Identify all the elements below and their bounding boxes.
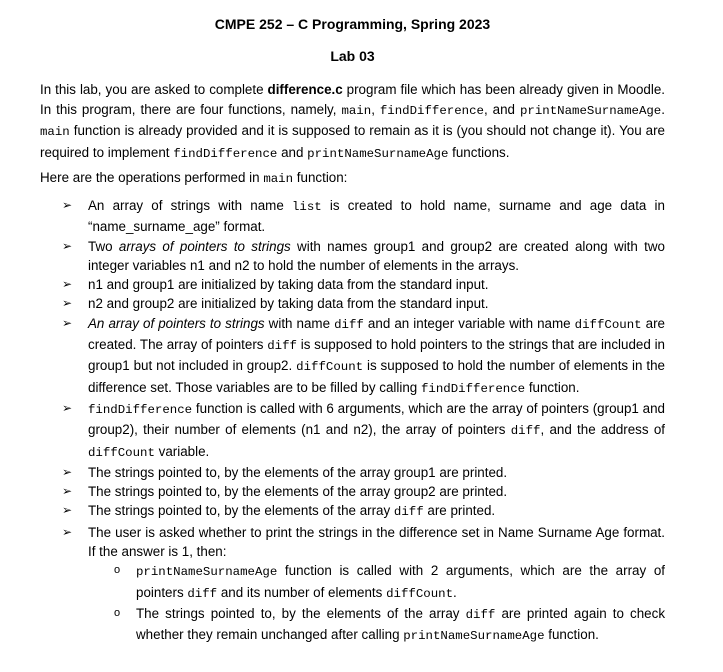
sub-list [88, 561, 665, 646]
text: function is already provided and it is supposed to remain as it is (you should not change it). You are required to implement [40, 123, 665, 160]
text: function. [525, 379, 580, 395]
text: An array of strings with name [88, 198, 292, 213]
sub-list-item [88, 561, 665, 604]
text: The strings pointed to, by the elements of the array group1 are printed. [88, 464, 508, 480]
text: The user is asked whether to print the strings in the difference set in Name Surname Age format. If the answer is 1, then: [88, 524, 665, 560]
code: findDifference [88, 402, 193, 417]
arrow-bullet-icon: ➢ [62, 524, 73, 539]
code: diff [465, 607, 496, 622]
arrow-bullet-icon: ➢ [62, 296, 73, 311]
intro-paragraph [40, 80, 665, 164]
text: n1 and group1 are initialized by taking data from the standard input. [88, 277, 489, 293]
code: findDifference [420, 381, 526, 396]
circle-bullet-icon: o [114, 564, 121, 577]
code: diff [187, 586, 218, 601]
code: list [291, 200, 322, 214]
code: diffCount [88, 445, 155, 460]
list-item [40, 275, 665, 294]
list-item [40, 314, 665, 399]
sub-list-item [88, 604, 665, 647]
text: n2 and group2 are initialized by taking data from the standard input. [88, 296, 489, 312]
list-item [40, 294, 665, 313]
text: functions. [448, 144, 510, 160]
list-item [40, 482, 665, 501]
code-find: findDifference [379, 103, 484, 118]
operations-intro [40, 168, 347, 189]
text: and its number of elements [217, 584, 387, 600]
list-item [40, 501, 665, 522]
arrow-bullet-icon: ➢ [62, 400, 73, 415]
code: diffCount [574, 317, 642, 332]
text: , and the address of [540, 422, 665, 438]
code: diff [267, 339, 297, 354]
text: Here are the operations performed in [40, 170, 264, 185]
text: variable. [154, 443, 210, 459]
code: diff [510, 424, 541, 439]
operations-list [40, 196, 665, 647]
text: program file which has been already given in Moodle. In this program, there are four functions, namely, [40, 82, 665, 117]
text: In this lab, you are asked to complete [40, 82, 268, 97]
arrow-bullet-icon: ➢ [62, 503, 73, 518]
emphasis: An array of pointers to strings [88, 315, 265, 331]
code-main: main [263, 172, 294, 186]
text: are created. The array of pointers [88, 315, 665, 353]
text: , [371, 101, 380, 117]
text: The strings pointed to, by the elements of the array [136, 605, 466, 621]
lab-title: Lab 03 [330, 48, 375, 64]
code-print: printNameSurnameAge [307, 146, 449, 161]
text: , and [483, 101, 520, 117]
text: is created to hold name, surname and age data in “name_surname_age” format. [88, 198, 665, 235]
course-title: CMPE 252 – C Programming, Spring 2023 [214, 16, 491, 32]
text: with name [264, 315, 335, 331]
list-item [40, 237, 665, 276]
file-name: difference.c [267, 82, 343, 97]
text: function. [544, 627, 599, 643]
arrow-bullet-icon: ➢ [62, 277, 73, 292]
list-item [40, 399, 665, 463]
text: The strings pointed to, by the elements of the array [88, 503, 394, 519]
emphasis: arrays of pointers to strings [118, 238, 291, 254]
code: diffCount [386, 586, 453, 601]
arrow-bullet-icon: ➢ [62, 315, 73, 330]
code-main: main [341, 103, 372, 118]
text: . [453, 584, 457, 600]
text: function is called with 6 arguments, which are the array of pointers (group1 and group2), their number of elements (n1 and n2), the array of pointers [88, 400, 665, 438]
text: and an integer variable with name [363, 315, 575, 331]
arrow-bullet-icon: ➢ [62, 484, 73, 499]
text: is supposed to hold pointers to the strings that are included in group1 but not included in group2. [88, 337, 665, 374]
text: . [661, 101, 665, 117]
code: printNameSurnameAge [403, 629, 545, 644]
code-main: main [40, 125, 70, 139]
code: diffCount [296, 360, 364, 375]
code-find: findDifference [173, 146, 278, 161]
text: The strings pointed to, by the elements of the array group2 are printed. [88, 484, 508, 500]
circle-bullet-icon: o [114, 606, 121, 619]
list-item [40, 463, 665, 482]
code: printNameSurnameAge [136, 565, 278, 580]
code-print: printNameSurnameAge [519, 103, 662, 118]
text: function: [293, 170, 348, 185]
list-item [40, 196, 665, 237]
text: with names group1 and group2 are created along with two integer variables n1 and n2 to hold the number of elements in the arrays. [88, 238, 666, 273]
arrow-bullet-icon: ➢ [62, 198, 73, 212]
text: is supposed to hold the number of elements in the difference set. Those variables are to be filled by calling [88, 358, 665, 395]
arrow-bullet-icon: ➢ [62, 464, 73, 479]
text: function is called with 2 arguments, which are the array of pointers [136, 563, 665, 600]
text: and [277, 144, 308, 160]
text: Two [88, 238, 119, 254]
arrow-bullet-icon: ➢ [62, 238, 73, 253]
code: diff [334, 317, 364, 332]
text: are printed. [423, 503, 496, 519]
text: are printed again to check whether they remain unchanged after calling [136, 605, 666, 643]
list-item [40, 523, 665, 647]
code: diff [393, 505, 424, 520]
